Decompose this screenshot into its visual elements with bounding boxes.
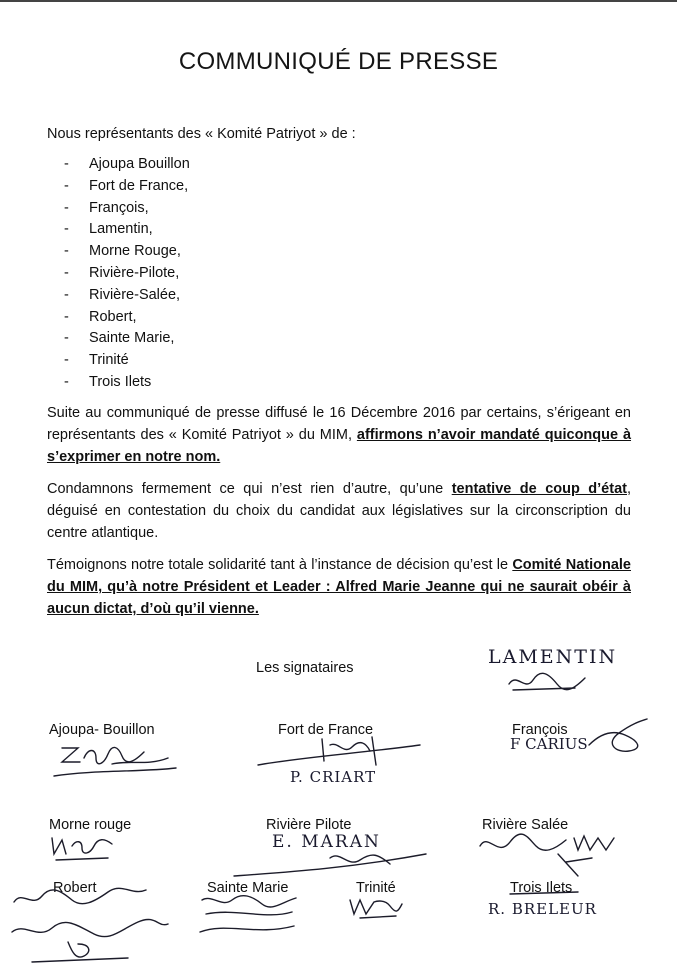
signature-sainte-marie	[196, 890, 306, 940]
commune-name: Ajoupa Bouillon	[89, 156, 190, 172]
dash: -	[64, 286, 69, 303]
signature-trois-ilets-strike	[508, 889, 580, 899]
dash: -	[64, 308, 69, 325]
signature-label-morne-rouge: Morne rouge	[49, 817, 132, 833]
commune-name: Robert,	[89, 308, 137, 325]
signature-label-trinite: Trinité	[356, 880, 396, 896]
list-item	[64, 263, 190, 285]
list-item	[64, 241, 190, 263]
paragraph-temoignons	[47, 554, 631, 620]
list-item	[64, 219, 190, 241]
paragraph-text: Témoignons notre totale solidarité tant à l’instance de décision qu’est le	[47, 557, 513, 573]
paragraph-text: Condamnons fermement ce qui n’est rien d’autre, qu’une	[47, 481, 452, 497]
list-item	[64, 198, 190, 220]
dash: -	[64, 177, 69, 194]
list-item	[64, 285, 190, 307]
dash: -	[64, 221, 69, 238]
signature-robert	[8, 882, 173, 966]
communes-list	[64, 154, 190, 394]
dash: -	[64, 373, 69, 390]
commune-name: Fort de France,	[89, 177, 189, 194]
signature-riviere-pilote-handwriting: E. MARAN	[272, 832, 381, 852]
top-border	[0, 0, 677, 2]
signature-trois-ilets-handwriting: R. BRELEUR	[488, 900, 597, 918]
dash: -	[64, 352, 69, 369]
list-item	[64, 176, 190, 198]
intro-text: Nous représentants des « Komité Patriyot » de :	[47, 126, 356, 142]
signature-lamentin	[505, 670, 595, 696]
paragraph-emphasis: Comité Nationale du MIM, qu’à notre Président et Leader : Alfred Marie Jeanne qui ne saurait obéir à aucun dictat, d’où qu’il vienne.	[47, 557, 631, 617]
signature-francois-handwriting: F CARIUS	[510, 735, 588, 753]
dash: -	[64, 243, 69, 260]
commune-name: François,	[89, 199, 149, 216]
paragraph-emphasis: affirmons n’avoir mandaté quiconque à s’exprimer en notre nom.	[47, 427, 632, 465]
signature-francois	[585, 715, 655, 757]
commune-name: Trois Ilets	[89, 373, 152, 390]
commune-name: Morne Rouge,	[89, 243, 181, 260]
signature-label-trois-ilets: Trois Ilets	[510, 880, 573, 896]
dash: -	[64, 199, 69, 216]
list-item	[64, 307, 190, 329]
commune-name: Rivière-Salée,	[89, 286, 181, 303]
signature-label-riviere-salee: Rivière Salée	[482, 817, 569, 833]
signature-label-robert: Robert	[53, 880, 97, 896]
signature-riviere-salee	[474, 828, 634, 883]
list-item	[64, 154, 190, 176]
paragraph-emphasis: tentative de coup d’état	[451, 481, 627, 497]
signature-label-fort-de-france: Fort de France	[278, 722, 374, 738]
paragraph-text: Suite au communiqué de presse diffusé le 16 Décembre 2016 par certains, s’érigeant en représentants des « Komité Patriyot » du MIM,	[47, 405, 631, 443]
signature-label-francois: François	[512, 722, 568, 738]
signature-ajoupa	[52, 740, 182, 780]
signature-lamentin-handwriting: LAMENTIN	[488, 646, 618, 668]
commune-name: Sainte Marie,	[89, 330, 175, 347]
signature-trinite	[346, 894, 406, 924]
dash: -	[64, 156, 69, 172]
signature-label-riviere-pilote: Rivière Pilote	[266, 817, 352, 833]
signature-label-sainte-marie: Sainte Marie	[207, 880, 289, 896]
signature-fort-de-france-handwriting: P. CRIART	[290, 768, 377, 786]
commune-name: Lamentin,	[89, 221, 153, 238]
dash: -	[64, 264, 69, 281]
dash: -	[64, 330, 69, 347]
paragraph-suite	[47, 402, 631, 468]
page-title: COMMUNIQUÉ DE PRESSE	[178, 48, 499, 75]
list-item	[64, 372, 190, 394]
paragraph-text: , déguisé en contestation du choix du candidat aux législatives sur la circonscription du centre atlantique.	[47, 481, 632, 541]
signature-morne-rouge	[48, 834, 128, 866]
signataires-heading: Les signataires	[256, 660, 354, 676]
list-item	[64, 328, 190, 350]
commune-name: Trinité	[89, 352, 129, 369]
commune-name: Rivière-Pilote,	[89, 264, 180, 281]
signature-label-ajoupa: Ajoupa- Bouillon	[49, 722, 155, 738]
paragraph-condamnons	[47, 478, 631, 544]
list-item	[64, 350, 190, 372]
